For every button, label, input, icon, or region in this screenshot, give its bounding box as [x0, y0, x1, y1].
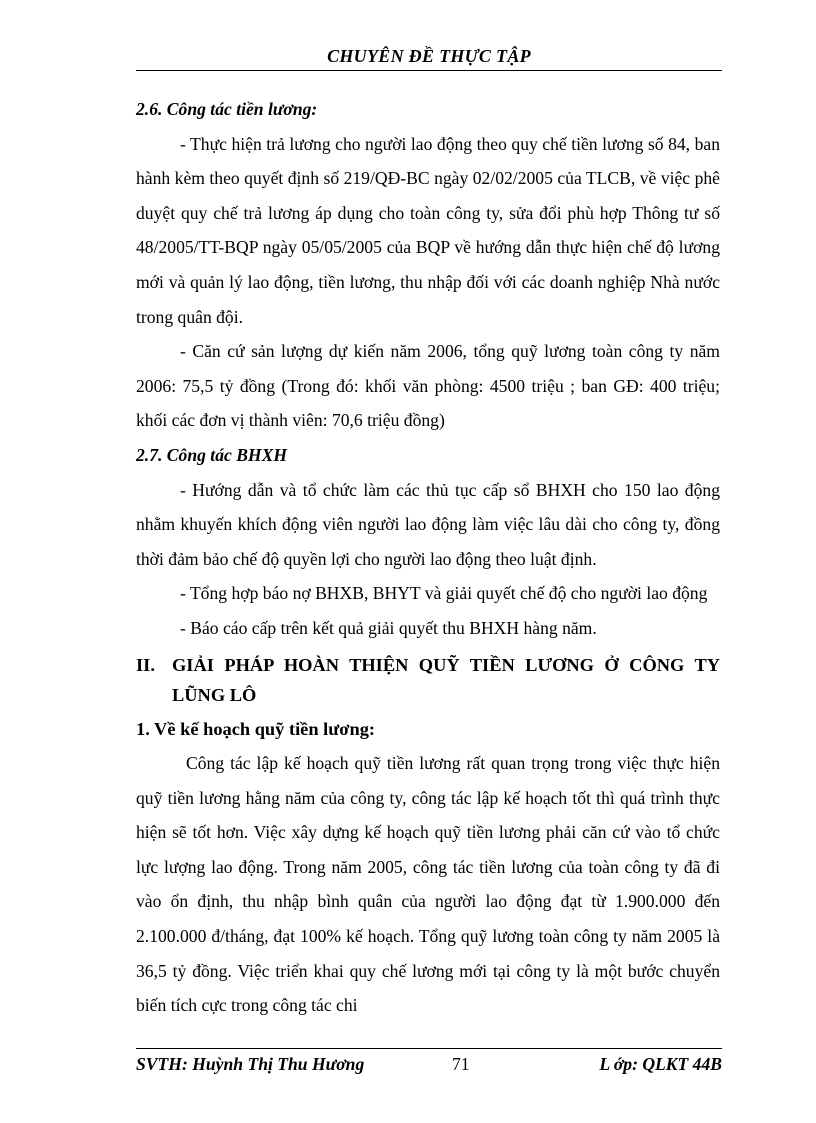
section-1-paragraph-1: Công tác lập kế hoạch quỹ tiền lương rất quan trọng trong việc thực hiện quỹ tiền lương hằng năm của công ty, công tác lập kế hoạch tốt thì quá trình thực hiện sẽ tốt hơn. Việc xây dựng kế hoạch quỹ tiền lương phải căn cứ vào tổ chức lực lượng lao động. Trong năm 2005, công tác tiền lương của toàn công ty đã đi vào ổn định, thu nhập bình quân của người lao động đạt từ 1.900.000 đến 2.100.000 đ/tháng, đạt 100% kế hoạch. Tổng quỹ lương toàn công ty năm 2005 là 36,5 tỷ đồng. Việc triển khai quy chế lương mới tại công ty là một bước chuyển biến tích cực trong công tác chi [136, 753, 720, 1016]
section-2-7-paragraph-2: - Tổng hợp báo nợ BHXB, BHYT và giải quyết chế độ cho người lao động [180, 583, 708, 604]
page-footer [136, 1054, 722, 1078]
section-2-6-paragraph-2: - Căn cứ sản lượng dự kiến năm 2006, tổng quỹ lương toàn công ty năm 2006: 75,5 tỷ đồng (Trong đó: khối văn phòng: 4500 triệu ; ban GĐ: 400 triệu; khối các đơn vị thành viên: 70,6 triệu đồng) [136, 341, 720, 431]
part-2-title: GIẢI PHÁP HOÀN THIỆN QUỸ TIỀN LƯƠNG Ở CÔNG TY LŨNG LÔ [172, 654, 720, 705]
part-2-number: II. [136, 654, 155, 675]
section-1-heading: 1. Về kế hoạch quỹ tiền lương: [136, 718, 376, 739]
footer-class: L ớp: QLKT 44B [599, 1054, 722, 1074]
section-2-6-paragraph-1: - Thực hiện trả lương cho người lao động theo quy chế tiền lương số 84, ban hành kèm theo quyết định số 219/QĐ-BC ngày 02/02/2005 của TLCB, về việc phê duyệt quy chế trả lương áp dụng cho toàn công ty, sửa đổi phù hợp Thông tư số 48/2005/TT-BQP ngày 05/05/2005 của BQP về hướng dẫn thực hiện chế độ lương mới và quản lý lao động, tiền lương, thu nhập đối với các doanh nghiệp Nhà nước trong quân đội. [136, 133, 720, 327]
section-2-7-paragraph-3: - Báo cáo cấp trên kết quả giải quyết thu BHXH hàng năm. [180, 617, 597, 638]
page-header-title: CHUYÊN ĐỀ THỰC TẬP [327, 46, 531, 66]
section-2-7-heading: 2.7. Công tác BHXH [136, 444, 288, 465]
footer-author: SVTH: Huỳnh Thị Thu Hương [136, 1054, 365, 1074]
part-2-heading [136, 646, 720, 712]
page-body [136, 92, 720, 1023]
section-2-6-heading: 2.6. Công tác tiền lương: [136, 99, 318, 119]
footer-page-number: 71 [452, 1054, 470, 1074]
section-2-7-paragraph-1: - Hướng dẫn và tổ chức làm các thủ tục cấp sổ BHXH cho 150 lao động nhằm khuyến khích động viên người lao động làm việc lâu dài cho công ty, đồng thời đảm bảo chế độ quyền lợi cho người lao động theo luật định. [136, 479, 720, 569]
footer-divider [136, 1048, 722, 1049]
header-divider [136, 70, 722, 71]
